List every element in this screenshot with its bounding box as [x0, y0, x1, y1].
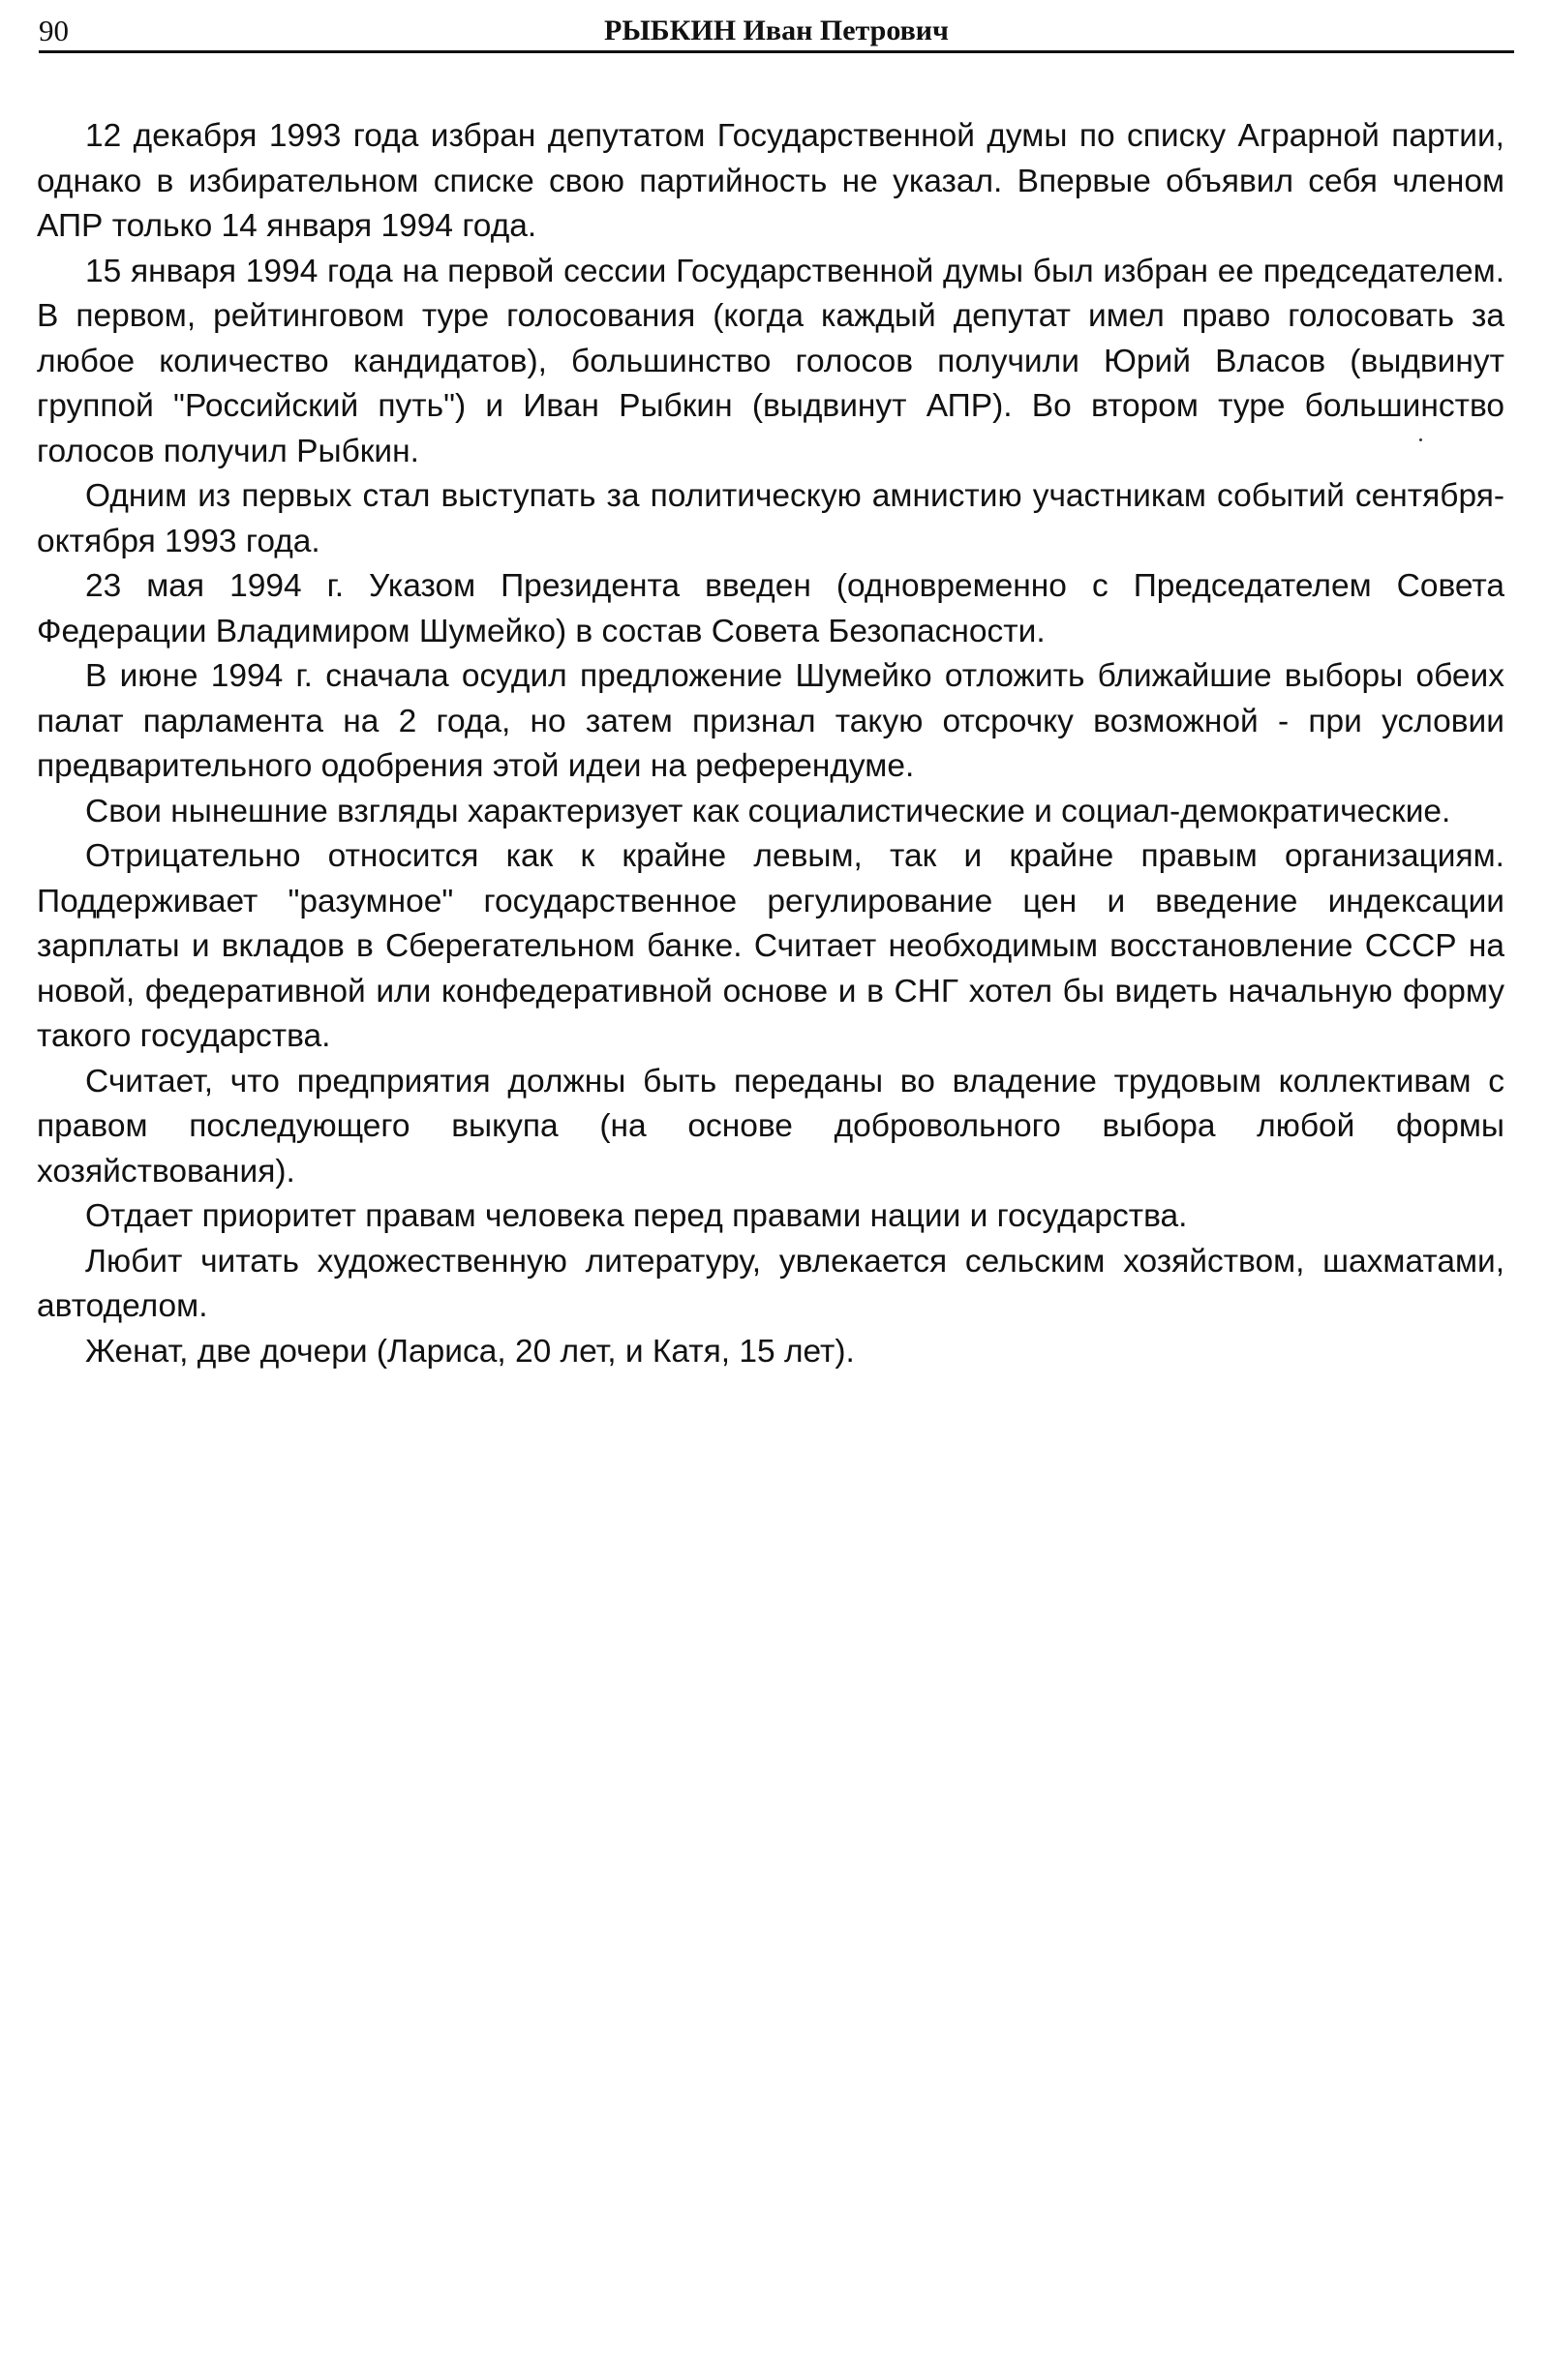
paragraph-referendum: В июне 1994 г. сначала осудил предложение Шумейко отложить ближайшие выборы обеих палат парламента на 2 года, но затем признал такую отсрочку возможной - при условии предварительного одобрения этой идеи на референдуме.: [37, 658, 1504, 784]
body-text: [37, 114, 1504, 1374]
page-number: 90: [39, 14, 69, 47]
paragraph-election: 12 декабря 1993 года избран депутатом Государственной думы по списку Аграрной партии, однако в избирательном списке свою партийность не указал. Впервые объявил себя членом АПР только 14 января 1994 года.: [37, 118, 1504, 244]
paragraph-chairman: 15 января 1994 года на первой сессии Государственной думы был избран ее председателем. В первом, рейтинговом туре голосования (когда каждый депутат имел право голосовать за любое количество кандидатов), большинство голосов получили Юрий Власов (выдвинут группой "Российский путь") и Иван Рыбкин (выдвинут АПР). Во втором туре большинство голосов получил Рыбкин.: [37, 253, 1504, 469]
paragraph-family: Женат, две дочери (Лариса, 20 лет, и Катя, 15 лет).: [85, 1333, 855, 1370]
paragraph-views: Свои нынешние взгляды характеризует как социалистические и социал-демократические.: [85, 793, 1451, 829]
paragraph-hobbies: Любит читать художественную литературу, увлекается сельским хозяйством, шахматами, автоделом.: [37, 1243, 1504, 1324]
page-header: [39, 12, 1514, 50]
paragraph-organizations: Отрицательно относится как к крайне левым, так и крайне правым организациям. Поддерживает "разумное" государственное регулирование цен и введение индексации зарплаты и вкладов в Сберегательном банке. Считает необходимым восстановление СССР на новой, федеративной или конфедеративной основе и в СНГ хотел бы видеть начальную форму такого государства.: [37, 838, 1504, 1054]
paragraph-security-council: 23 мая 1994 г. Указом Президента введен (одновременно с Председателем Совета Федерации Владимиром Шумейко) в состав Совета Безопасности.: [37, 568, 1504, 649]
paragraph-human-rights: Отдает приоритет правам человека перед правами нации и государства.: [85, 1198, 1188, 1234]
paragraph-enterprises: Считает, что предприятия должны быть переданы во владение трудовым коллективам с правом последующего выкупа (на основе добровольного выбора любой формы хозяйствования).: [37, 1063, 1504, 1190]
header-rule: [39, 50, 1514, 53]
paragraph-amnesty: Одним из первых стал выступать за политическую амнистию участникам событий сентября-октября 1993 года.: [37, 478, 1504, 559]
running-title: РЫБКИН Иван Петрович: [604, 15, 949, 46]
scan-speck: [1419, 438, 1422, 441]
